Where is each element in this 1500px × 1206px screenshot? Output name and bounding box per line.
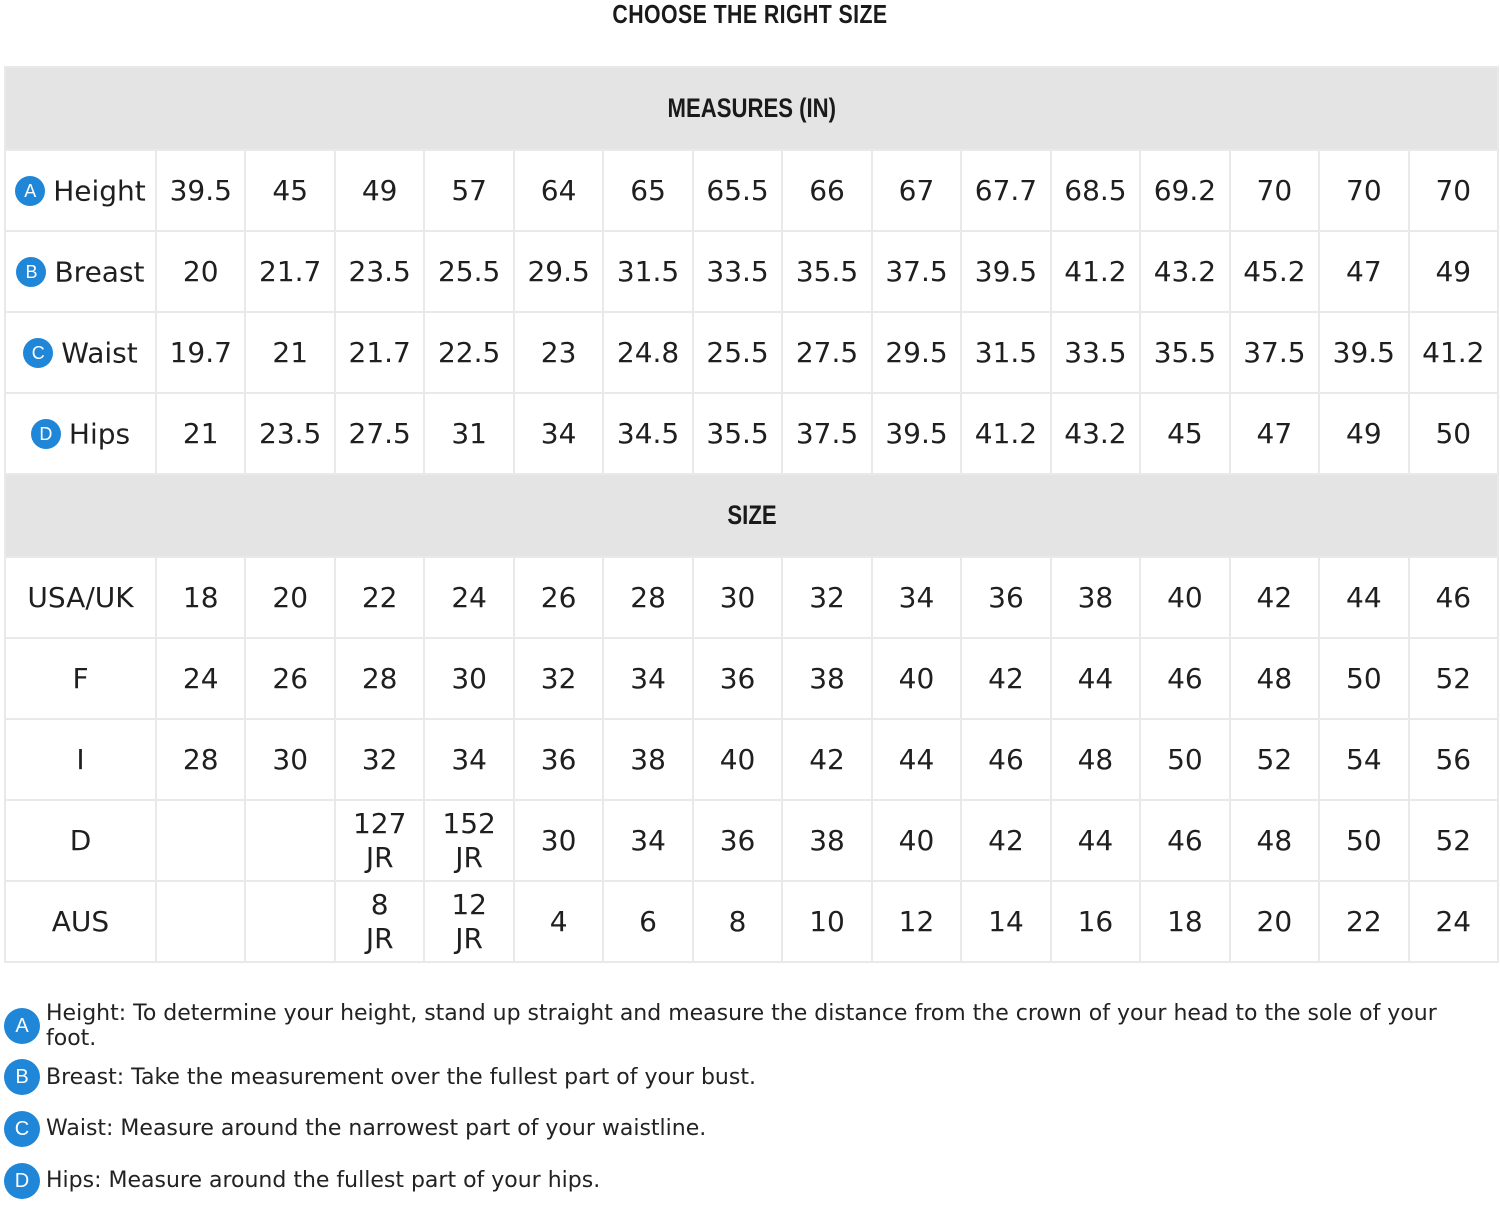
measure-value: 23.5	[245, 393, 334, 474]
size-value: 54	[1319, 719, 1408, 800]
measure-value: 34	[514, 393, 603, 474]
size-value: 20	[1230, 881, 1319, 962]
size-value: 8	[693, 881, 782, 962]
measure-value: 37.5	[1230, 312, 1319, 393]
size-value	[335, 881, 424, 962]
measures-header-cell	[5, 67, 1498, 150]
size-value: 46	[1140, 800, 1229, 881]
size-value	[245, 881, 334, 962]
size-value: 48	[1230, 800, 1319, 881]
note-badge-a: A	[4, 1008, 40, 1044]
size-value: 22	[1319, 881, 1408, 962]
measure-value: 31	[424, 393, 513, 474]
value-line: JR	[365, 840, 394, 874]
measure-label: Height	[53, 174, 146, 208]
measure-badge: A	[15, 176, 45, 206]
size-value: 48	[1051, 719, 1140, 800]
measure-value: 39.5	[1319, 312, 1408, 393]
size-value	[335, 800, 424, 881]
size-value	[424, 881, 513, 962]
measure-row	[5, 312, 1498, 393]
size-header-row	[5, 474, 1498, 557]
size-value: 32	[782, 557, 871, 638]
size-value: 28	[335, 638, 424, 719]
size-value: 34	[872, 557, 961, 638]
size-value: 42	[961, 638, 1050, 719]
size-value: 46	[1409, 557, 1498, 638]
size-value	[156, 800, 245, 881]
measure-value: 27.5	[782, 312, 871, 393]
note-waist	[4, 1103, 1494, 1155]
size-value: 4	[514, 881, 603, 962]
measure-label: Hips	[68, 417, 131, 451]
measure-value: 19.7	[156, 312, 245, 393]
size-value: 36	[693, 638, 782, 719]
size-value: 40	[693, 719, 782, 800]
measure-label: Breast	[54, 255, 145, 289]
measure-value: 29.5	[514, 231, 603, 312]
measure-value: 68.5	[1051, 150, 1140, 231]
measure-value: 64	[514, 150, 603, 231]
measures-header-row	[5, 67, 1498, 150]
size-value: 50	[1319, 638, 1408, 719]
measure-value: 31.5	[961, 312, 1050, 393]
measure-value: 67	[872, 150, 961, 231]
measure-label: Waist	[61, 336, 138, 370]
size-value	[424, 800, 513, 881]
measure-value: 21	[156, 393, 245, 474]
size-value: 16	[1051, 881, 1140, 962]
note-text: Breast: Take the measurement over the fullest part of your bust.	[46, 1064, 756, 1090]
size-value: 52	[1409, 800, 1498, 881]
measure-row	[5, 393, 1498, 474]
size-value: 34	[603, 800, 692, 881]
measure-value: 27.5	[335, 393, 424, 474]
size-value: 44	[1319, 557, 1408, 638]
measure-row	[5, 231, 1498, 312]
measure-value: 29.5	[872, 312, 961, 393]
measure-label-cell	[5, 231, 156, 312]
measure-value: 25.5	[424, 231, 513, 312]
size-value: 36	[514, 719, 603, 800]
measure-value: 22.5	[424, 312, 513, 393]
value-line: JR	[455, 840, 483, 874]
value-line: 127	[352, 806, 407, 840]
value-line: JR	[455, 921, 483, 955]
measure-value: 35.5	[693, 393, 782, 474]
size-value: 24	[424, 557, 513, 638]
size-row	[5, 557, 1498, 638]
size-value: 50	[1319, 800, 1408, 881]
size-row	[5, 800, 1498, 881]
measure-value: 23	[514, 312, 603, 393]
size-value	[156, 881, 245, 962]
measure-value: 70	[1230, 150, 1319, 231]
size-value: 22	[335, 557, 424, 638]
measure-value: 39.5	[156, 150, 245, 231]
measure-label-cell	[5, 150, 156, 231]
size-value: 46	[1140, 638, 1229, 719]
value-line: 152	[442, 806, 496, 840]
measure-value: 21.7	[245, 231, 334, 312]
measure-value: 37.5	[782, 393, 871, 474]
size-value: 44	[872, 719, 961, 800]
measure-value: 34.5	[603, 393, 692, 474]
size-value: 42	[961, 800, 1050, 881]
size-value: 26	[514, 557, 603, 638]
size-value: 38	[1051, 557, 1140, 638]
measure-value: 43.2	[1140, 231, 1229, 312]
size-value: 38	[782, 800, 871, 881]
size-row	[5, 638, 1498, 719]
size-value: 10	[782, 881, 871, 962]
measure-value: 37.5	[872, 231, 961, 312]
measure-value: 47	[1230, 393, 1319, 474]
note-badge-c: C	[4, 1111, 40, 1147]
page-title: CHOOSE THE RIGHT SIZE	[612, 0, 888, 29]
note-text: Waist: Measure around the narrowest part of your waistline.	[46, 1116, 707, 1142]
size-value: 52	[1409, 638, 1498, 719]
size-value: 44	[1051, 800, 1140, 881]
measure-value: 41.2	[961, 393, 1050, 474]
size-value: 12	[872, 881, 961, 962]
measure-value: 20	[156, 231, 245, 312]
size-value: 42	[1230, 557, 1319, 638]
measure-value: 33.5	[693, 231, 782, 312]
measure-value: 41.2	[1051, 231, 1140, 312]
measure-value: 24.8	[603, 312, 692, 393]
measurement-notes	[4, 1000, 1494, 1206]
measure-value: 39.5	[961, 231, 1050, 312]
size-value: 44	[1051, 638, 1140, 719]
size-label: I	[5, 719, 156, 800]
size-value: 34	[424, 719, 513, 800]
size-value: 46	[961, 719, 1050, 800]
measure-value: 49	[1319, 393, 1408, 474]
measure-value: 65.5	[693, 150, 782, 231]
measure-value: 45	[245, 150, 334, 231]
measure-value: 67.7	[961, 150, 1050, 231]
size-value: 48	[1230, 638, 1319, 719]
measure-value: 70	[1409, 150, 1498, 231]
note-height	[4, 1000, 1494, 1052]
size-value: 30	[424, 638, 513, 719]
note-badge-d: D	[4, 1163, 40, 1199]
size-value: 18	[156, 557, 245, 638]
size-row	[5, 881, 1498, 962]
size-value: 14	[961, 881, 1050, 962]
size-value: 26	[245, 638, 334, 719]
size-chart-table	[4, 66, 1499, 963]
measures-header: MEASURES (IN)	[667, 93, 836, 123]
measure-value: 23.5	[335, 231, 424, 312]
measure-row	[5, 150, 1498, 231]
size-value: 38	[782, 638, 871, 719]
size-label: D	[5, 800, 156, 881]
measure-value: 50	[1409, 393, 1498, 474]
note-text: Height: To determine your height, stand up straight and measure the distance from the crown of your head to the sole of your foot.	[46, 1000, 1437, 1051]
size-chart-body	[5, 67, 1498, 962]
measure-value: 35.5	[782, 231, 871, 312]
value-line: JR	[365, 921, 394, 955]
size-value: 50	[1140, 719, 1229, 800]
measure-value: 65	[603, 150, 692, 231]
note-text: Hips: Measure around the fullest part of your hips.	[46, 1168, 601, 1194]
size-value: 52	[1230, 719, 1319, 800]
note-breast	[4, 1052, 1494, 1104]
measure-value: 57	[424, 150, 513, 231]
size-value: 40	[1140, 557, 1229, 638]
measure-value: 39.5	[872, 393, 961, 474]
size-header: SIZE	[726, 500, 777, 530]
measure-value: 25.5	[693, 312, 782, 393]
measure-value: 66	[782, 150, 871, 231]
measure-value: 33.5	[1051, 312, 1140, 393]
size-value: 18	[1140, 881, 1229, 962]
measure-value: 35.5	[1140, 312, 1229, 393]
measure-label-cell	[5, 312, 156, 393]
measure-value: 47	[1319, 231, 1408, 312]
measure-value: 45.2	[1230, 231, 1319, 312]
measure-value: 41.2	[1409, 312, 1498, 393]
size-value: 38	[603, 719, 692, 800]
size-label: F	[5, 638, 156, 719]
value-line: 12	[451, 887, 487, 921]
measure-label-cell	[5, 393, 156, 474]
size-label: AUS	[5, 881, 156, 962]
measure-value: 49	[1409, 231, 1498, 312]
size-value: 40	[872, 638, 961, 719]
size-value	[245, 800, 334, 881]
measure-value: 69.2	[1140, 150, 1229, 231]
size-value: 56	[1409, 719, 1498, 800]
size-value: 30	[514, 800, 603, 881]
size-value: 20	[245, 557, 334, 638]
size-value: 36	[693, 800, 782, 881]
size-value: 24	[156, 638, 245, 719]
measure-badge: B	[16, 257, 46, 287]
note-hips	[4, 1155, 1494, 1206]
size-value: 28	[603, 557, 692, 638]
measure-value: 21	[245, 312, 334, 393]
size-value: 34	[603, 638, 692, 719]
measure-value: 31.5	[603, 231, 692, 312]
measure-value: 49	[335, 150, 424, 231]
size-header-cell	[5, 474, 1498, 557]
measure-value: 21.7	[335, 312, 424, 393]
size-label: USA/UK	[5, 557, 156, 638]
size-value: 32	[335, 719, 424, 800]
size-value: 28	[156, 719, 245, 800]
size-value: 32	[514, 638, 603, 719]
size-value: 40	[872, 800, 961, 881]
measure-value: 43.2	[1051, 393, 1140, 474]
size-value: 42	[782, 719, 871, 800]
measure-value: 70	[1319, 150, 1408, 231]
size-value: 6	[603, 881, 692, 962]
measure-value: 45	[1140, 393, 1229, 474]
size-value: 24	[1409, 881, 1498, 962]
value-line: 8	[370, 887, 389, 921]
measure-badge: C	[23, 338, 53, 368]
size-value: 36	[961, 557, 1050, 638]
size-value: 30	[693, 557, 782, 638]
measure-badge: D	[31, 419, 61, 449]
size-row	[5, 719, 1498, 800]
size-value: 30	[245, 719, 334, 800]
note-badge-b: B	[4, 1059, 40, 1095]
